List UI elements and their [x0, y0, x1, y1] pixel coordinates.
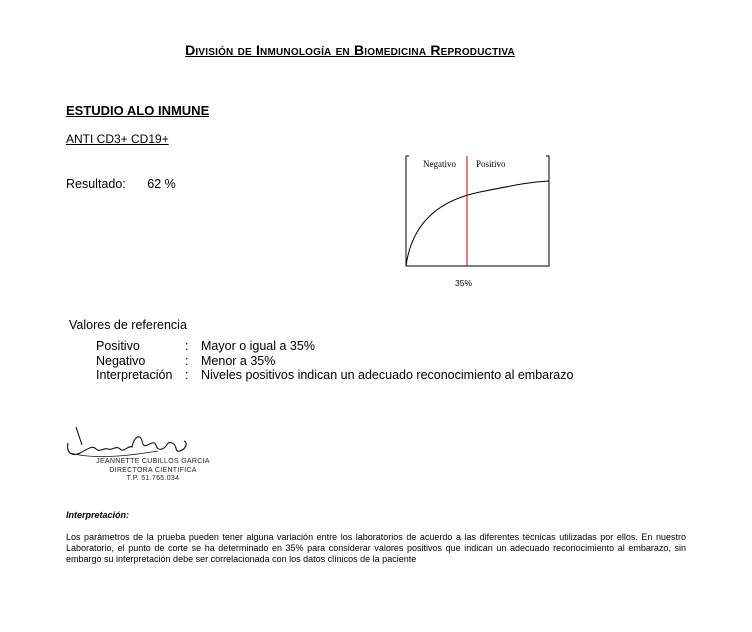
chart-frame: [406, 156, 549, 266]
interpretation-text: Los parámetros de la prueba pueden tener alguna variación entre los laboratorios de acuerdo a las diferentes técnicas utilizadas por ellos. En nuestro Laboratorio, el punto de corte se ha determinado en 35% para considerar valores positivos que indican un adecuado reconocimiento al embarazo, sin embargo su interpretación debe ser correlacionada con los datos clínicos de la paciente: [66, 532, 686, 564]
reference-colon: :: [185, 368, 189, 382]
region-label-negative: Negativo: [423, 159, 456, 169]
page-title: División de Inmunología en Biomedicina Reproductiva: [185, 42, 515, 58]
cutoff-chart: [400, 152, 560, 292]
reference-row-interpretation: [96, 368, 573, 383]
reference-colon: :: [185, 353, 189, 368]
reference-label: Interpretación: [96, 368, 173, 382]
reference-label: Positivo: [96, 339, 140, 353]
cutoff-label: 35%: [455, 278, 473, 288]
reference-title: Valores de referencia: [69, 318, 187, 332]
signatory-block: [78, 458, 228, 484]
signatory-license: T.P. 51.765.034: [126, 475, 180, 482]
reference-value: Menor a 35%: [201, 353, 276, 368]
study-title: ESTUDIO ALO INMUNE: [66, 103, 210, 118]
reference-list: [96, 339, 573, 383]
reference-value: Mayor o igual a 35%: [201, 339, 315, 353]
signatory-role: DIRECTORA CIENTIFICA: [109, 466, 197, 474]
reference-value: Niveles positivos indican un adecuado reconocimiento al embarazo: [201, 368, 574, 382]
interpretation-title: Interpretación:: [66, 510, 130, 520]
region-label-positive: Positivo: [476, 159, 506, 169]
test-name: ANTI CD3+ CD19+: [66, 132, 169, 146]
reference-label: Negativo: [96, 353, 146, 368]
result-value: 62 %: [147, 177, 176, 191]
result-line: [66, 177, 176, 191]
signatory-name: JEANNETTE CUBILLOS GARCIA: [96, 458, 210, 465]
result-label: Resultado:: [66, 177, 126, 191]
reference-colon: :: [185, 339, 189, 353]
reference-row-positive: [96, 339, 573, 354]
reference-row-negative: [96, 354, 573, 369]
response-curve: [406, 181, 549, 266]
